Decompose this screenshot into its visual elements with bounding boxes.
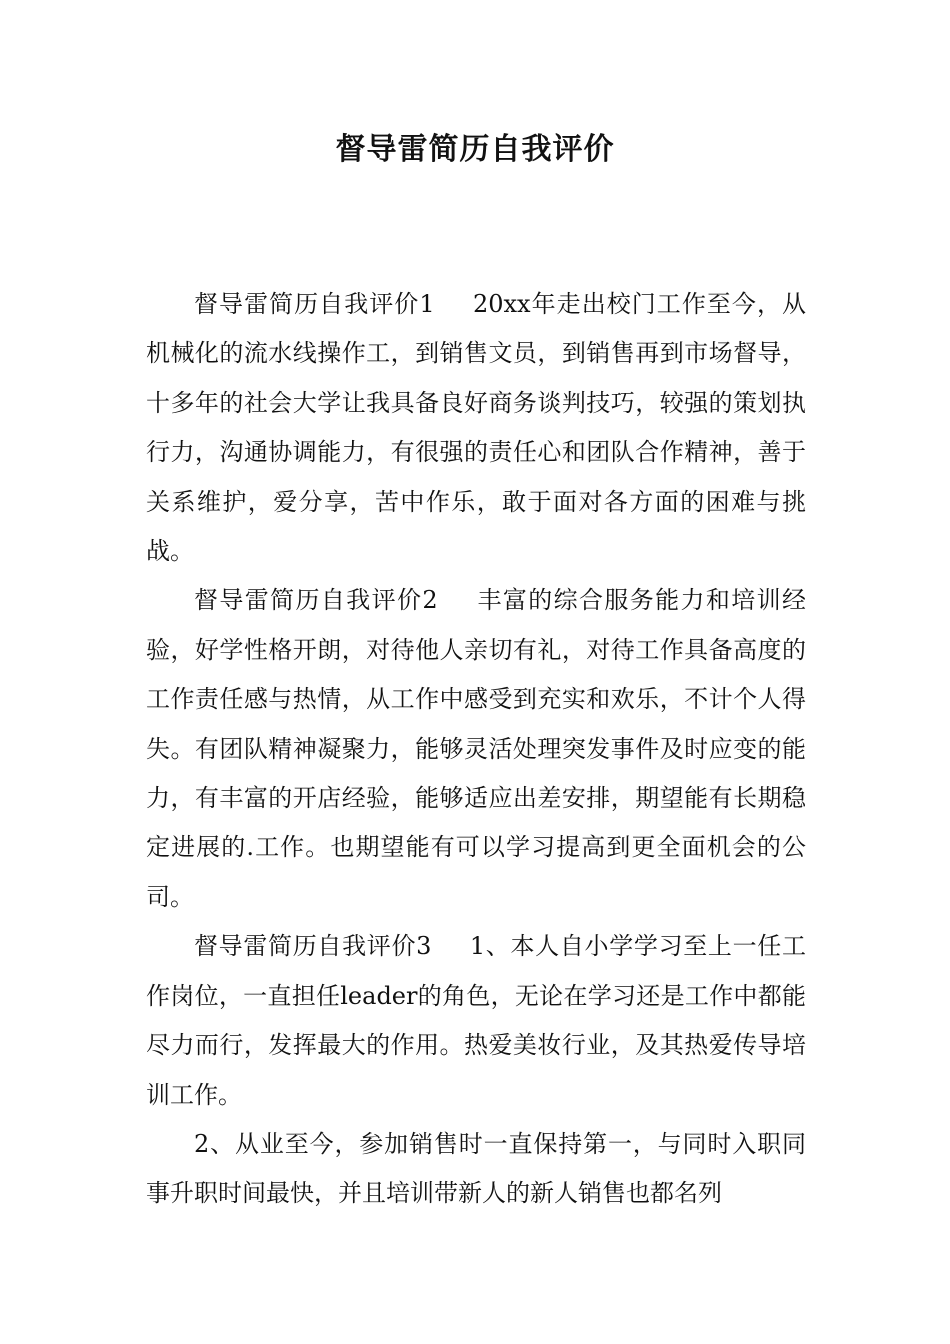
- paragraph-3: [146, 922, 806, 1120]
- paragraph-heading: 督导雷简历自我评价1: [194, 290, 435, 318]
- paragraph-4: [146, 1120, 806, 1219]
- document-body: [146, 280, 806, 1219]
- paragraph-text: 1、本人自小学学习至上一任工作岗位，一直担任leader的角色，无论在学习还是工作中都能尽力而行，发挥最大的作用。热爱美妆行业，及其热爱传导培训工作。: [146, 932, 806, 1109]
- paragraph-1: [146, 280, 806, 576]
- paragraph-2: [146, 576, 806, 922]
- paragraph-text: 丰富的综合服务能力和培训经验，好学性格开朗，对待他人亲切有礼，对待工作具备高度的工作责任感与热情，从工作中感受到充实和欢乐，不计个人得失。有团队精神凝聚力，能够灵活处理突发事件及时应变的能力，有丰富的开店经验，能够适应出差安排，期望能有长期稳定进展的.工作。也期望能有可以学习提高到更全面机会的公司。: [146, 586, 806, 911]
- paragraph-text: 2、从业至今，参加销售时一直保持第一，与同时入职同事升职时间最快，并且培训带新人的新人销售也都名列: [146, 1129, 806, 1208]
- paragraph-heading: 督导雷简历自我评价2: [194, 586, 438, 615]
- paragraph-heading: 督导雷简历自我评价3: [194, 932, 432, 961]
- paragraph-text: 20xx年走出校门工作至今，从机械化的流水线操作工，到销售文员，到销售再到市场督导，十多年的社会大学让我具备良好商务谈判技巧，较强的策划执行力，沟通协调能力，有很强的责任心和团队合作精神，善于关系维护，爱分享，苦中作乐，敢于面对各方面的困难与挑战。: [146, 290, 806, 566]
- document-title: 督导雷简历自我评价: [335, 132, 615, 167]
